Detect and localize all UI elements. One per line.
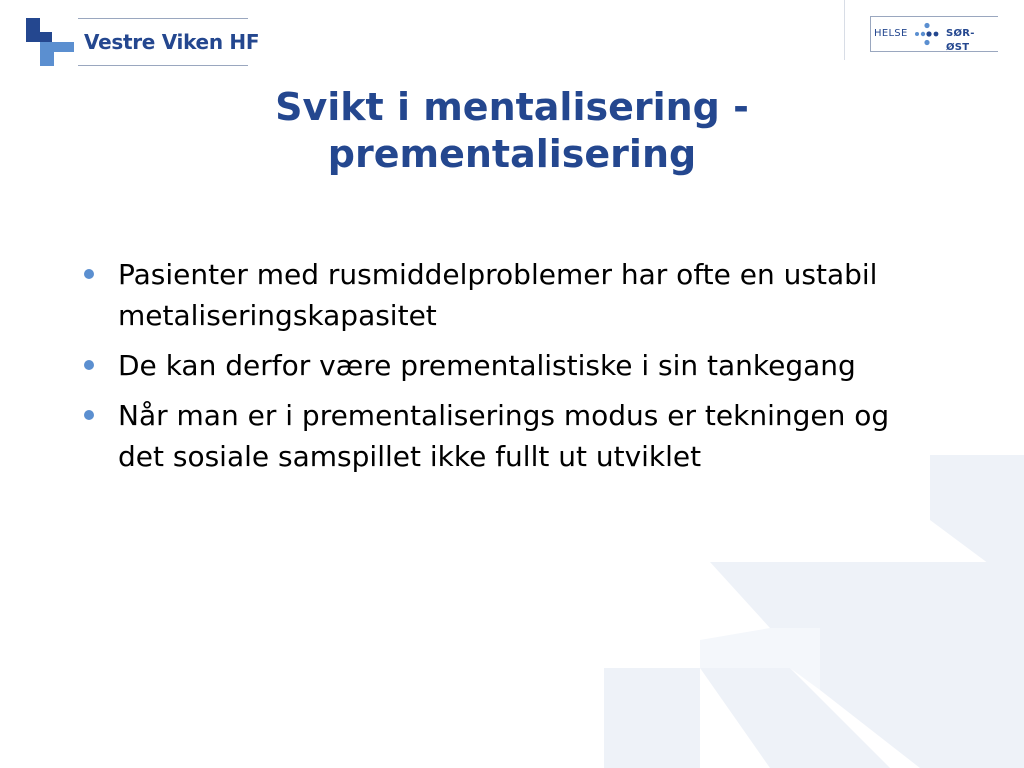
partner-logo-rule-top: [870, 16, 998, 17]
bullet-list: [84, 254, 944, 486]
bullet-dot-icon: [84, 360, 94, 370]
bullet-item: [84, 254, 944, 336]
bullet-text: De kan derfor være prementalistiske i sin tankegang: [118, 349, 856, 382]
slide-title: [100, 84, 924, 178]
bullet-text: Når man er i prementaliserings modus er tekningen og det sosiale samspillet ikke fullt ut utviklet: [118, 399, 890, 473]
logo-rule-top: [78, 18, 248, 19]
slide-title-line-1: Svikt i mentalisering -: [275, 85, 749, 129]
logo-rule-bottom: [78, 65, 248, 66]
helse-sor-ost-logo: [870, 16, 998, 52]
vestre-viken-logo: [26, 18, 260, 66]
slide-title-line-2: prementalisering: [327, 132, 697, 176]
bullet-item: [84, 345, 944, 386]
vestre-viken-mark-icon: [26, 18, 74, 66]
bullet-text: Pasienter med rusmiddelproblemer har ofte en ustabil metaliseringskapasitet: [118, 258, 878, 332]
header-divider: [844, 0, 845, 60]
partner-logo-rule-left: [870, 16, 871, 52]
partner-logo-right-text: SØR-ØST: [946, 28, 975, 53]
bullet-dot-icon: [84, 410, 94, 420]
organization-name: Vestre Viken HF: [84, 30, 260, 54]
partner-logo-left-text: HELSE: [874, 28, 908, 39]
dots-icon: [914, 22, 942, 46]
bullet-dot-icon: [84, 269, 94, 279]
bullet-item: [84, 395, 944, 477]
